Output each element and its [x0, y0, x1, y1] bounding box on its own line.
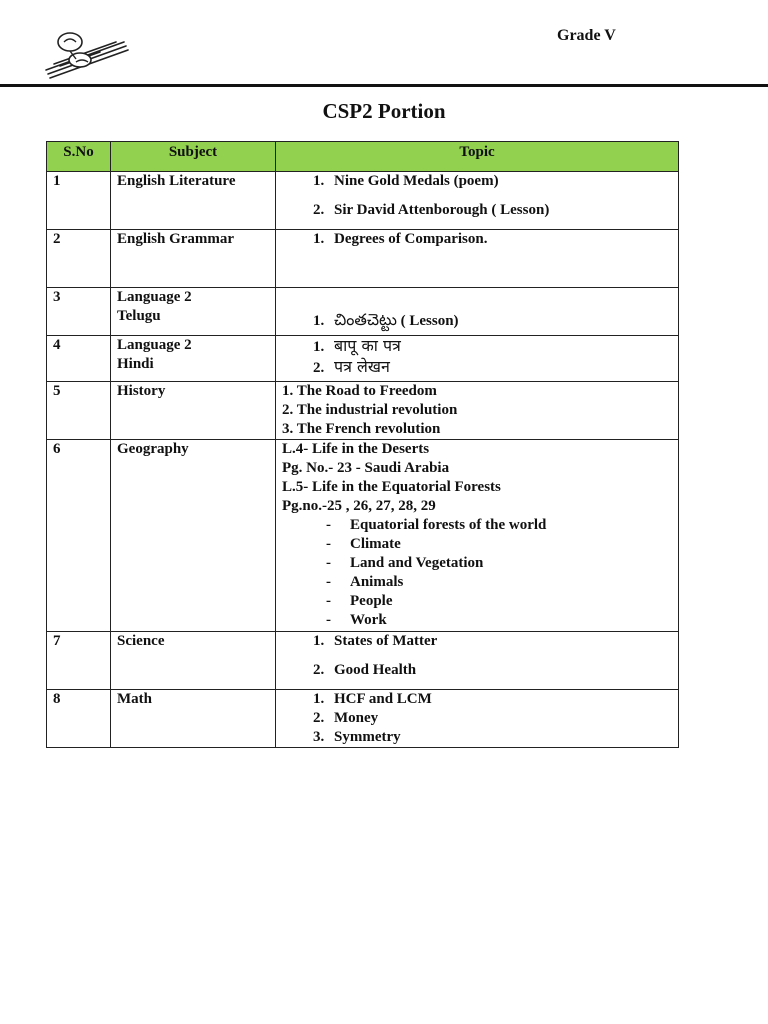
topic-item: 2. Good Health [328, 661, 672, 680]
topic-line: L.5- Life in the Equatorial Forests [282, 479, 501, 495]
table-row [47, 632, 679, 690]
header-rule [0, 84, 768, 87]
header-sno: S.No [47, 142, 111, 172]
table-row [47, 230, 679, 288]
row-sno: 7 [47, 632, 111, 690]
header-topic: Topic [276, 142, 679, 172]
topic-list [282, 230, 672, 249]
row-subject [111, 230, 276, 288]
row-topic [276, 172, 679, 230]
telugu-lesson-title: చింతచెట్టు [334, 310, 397, 329]
subject-line: History [117, 383, 166, 399]
row-sno: 1 [47, 172, 111, 230]
header-subject: Subject [111, 142, 276, 172]
topic-item: 3. Symmetry [328, 728, 672, 747]
table-row [47, 336, 679, 382]
table-row [47, 440, 679, 632]
subject-line: Telugu [117, 308, 161, 324]
topic-list [282, 632, 672, 680]
row-topic [276, 230, 679, 288]
sub-point: - Climate [326, 535, 672, 554]
topic-list [282, 336, 672, 378]
table-header-row [47, 142, 679, 172]
subject-line: English Literature [117, 173, 236, 189]
lesson-tag: ( Lesson) [400, 313, 459, 329]
row-topic [276, 382, 679, 440]
page-title: CSP2 Portion [322, 99, 446, 123]
portion-table [46, 141, 679, 748]
row-subject [111, 440, 276, 632]
row-sno: 3 [47, 288, 111, 336]
table-row [47, 690, 679, 748]
topic-item [328, 357, 672, 378]
topic-item: 1. Degrees of Comparison. [328, 230, 672, 249]
subject-line: Language 2 [117, 289, 192, 305]
topic-item: 2. Sir David Attenborough ( Lesson) [328, 201, 672, 220]
sub-point: - People [326, 592, 672, 611]
topic-list [282, 172, 672, 220]
row-sno: 8 [47, 690, 111, 748]
topic-line: 1. The Road to Freedom [282, 383, 437, 399]
row-subject [111, 690, 276, 748]
sub-point: - Animals [326, 573, 672, 592]
row-topic [276, 288, 679, 336]
row-topic [276, 336, 679, 382]
subject-line: Science [117, 633, 165, 649]
school-logo [40, 26, 132, 80]
grade-label: Grade V [557, 27, 616, 44]
topic-item: 1. States of Matter [328, 632, 672, 651]
hindi-topic: बापू का पत्र [334, 336, 401, 355]
topic-item: 1. Nine Gold Medals (poem) [328, 172, 672, 191]
row-subject [111, 382, 276, 440]
hindi-topic: पत्र लेखन [334, 357, 390, 376]
sub-point: - Work [326, 611, 672, 630]
row-sno: 6 [47, 440, 111, 632]
table-row [47, 288, 679, 336]
subject-line: Hindi [117, 356, 154, 372]
topic-list [282, 690, 672, 747]
table-row [47, 382, 679, 440]
row-sno: 2 [47, 230, 111, 288]
row-subject [111, 336, 276, 382]
topic-line: L.4- Life in the Deserts [282, 441, 430, 457]
row-topic [276, 440, 679, 632]
sub-point: - Equatorial forests of the world [326, 516, 672, 535]
subject-line: Language 2 [117, 337, 192, 353]
topic-line: 3. The French revolution [282, 421, 441, 437]
row-subject [111, 172, 276, 230]
subject-line: English Grammar [117, 231, 235, 247]
topic-item: 1. HCF and LCM [328, 690, 672, 709]
topic-item [328, 336, 672, 357]
table-row [47, 172, 679, 230]
topic-item: 2. Money [328, 709, 672, 728]
row-subject [111, 632, 276, 690]
row-topic [276, 632, 679, 690]
row-subject [111, 288, 276, 336]
topic-line: Pg.no.-25 , 26, 27, 28, 29 [282, 498, 436, 514]
row-topic [276, 690, 679, 748]
topic-item [328, 310, 672, 331]
sub-point: - Land and Vegetation [326, 554, 672, 573]
subject-line: Math [117, 691, 152, 707]
topic-line: Pg. No.- 23 - Saudi Arabia [282, 460, 450, 476]
row-sno: 4 [47, 336, 111, 382]
sub-point-list [282, 516, 672, 630]
topic-line: 2. The industrial revolution [282, 402, 458, 418]
topic-list [282, 310, 672, 331]
row-sno: 5 [47, 382, 111, 440]
subject-line: Geography [117, 441, 189, 457]
